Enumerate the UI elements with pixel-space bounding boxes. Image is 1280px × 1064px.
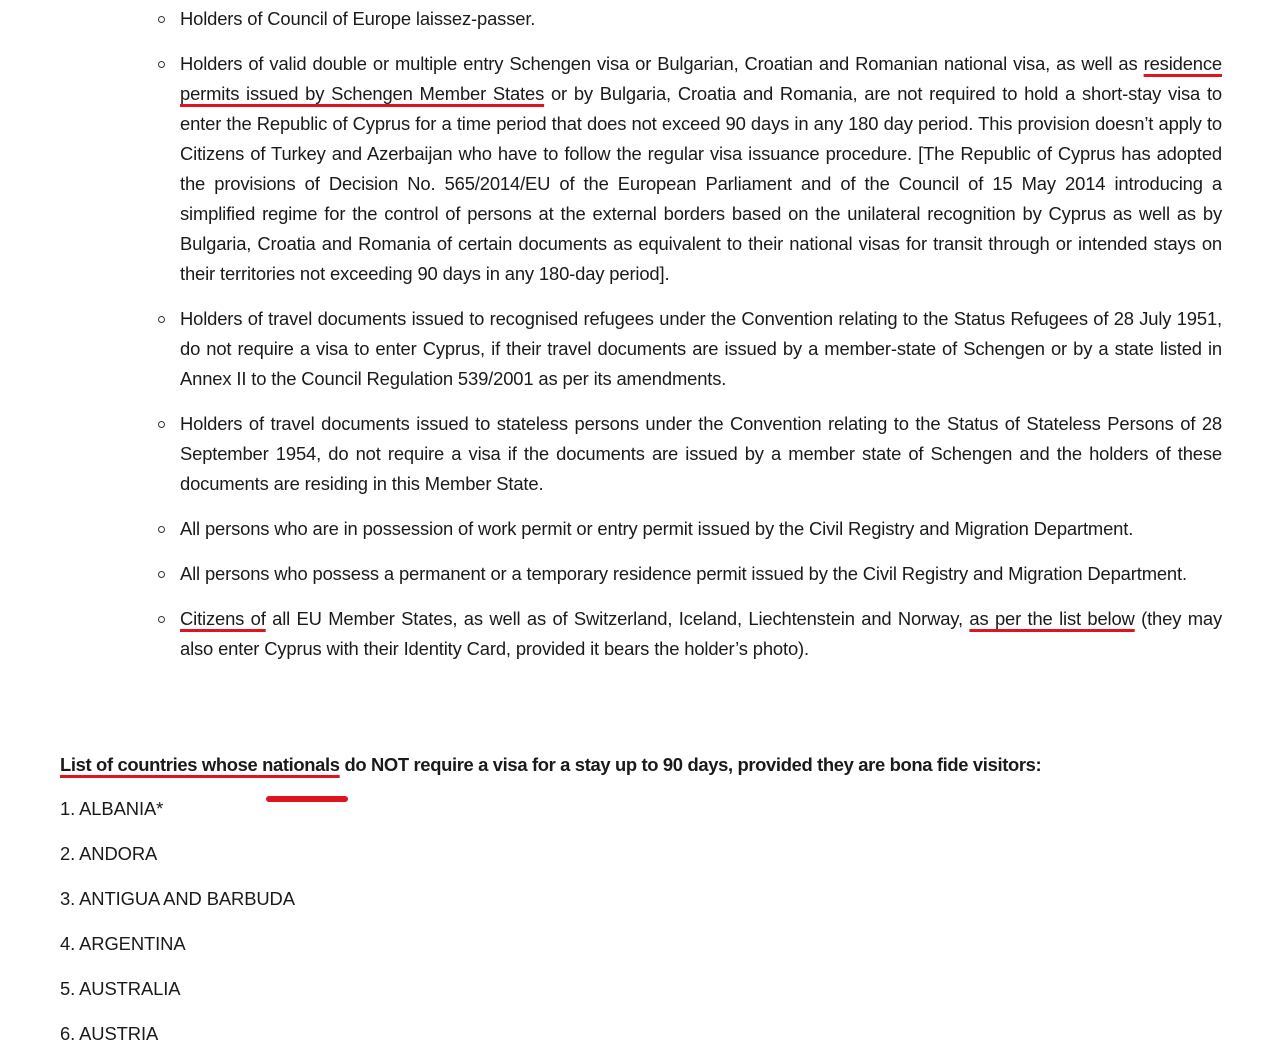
- underlined-phrase: residence permits issued by Schengen Member States: [180, 53, 1222, 104]
- bullet-text: all EU Member States, as well as of Switzerland, Iceland, Liechtenstein and Norway,: [265, 608, 970, 629]
- bullet-list: [180, 4, 1222, 679]
- bullet-text: All persons who are in possession of work permit or entry permit issued by the Civil Registry and Migration Department.: [180, 518, 1134, 539]
- bullet-item: [180, 49, 1222, 289]
- bullet-item: [180, 4, 1222, 34]
- country-item: 1. ALBANIA*: [60, 798, 164, 819]
- bullet-text: Holders of travel documents issued to stateless persons under the Convention relating to the Status of Stateless Persons of 28 September 1954, do not require a visa if the documents are issued by a member state of Schengen and the holders of these documents are residing in this Member State.: [180, 413, 1222, 494]
- country-item: 4. ARGENTINA: [60, 933, 186, 954]
- bullet-item: [180, 559, 1222, 589]
- bullet-text: Holders of Council of Europe laissez-passer.: [180, 8, 536, 29]
- visa-free-list-heading: [60, 750, 1240, 780]
- bullet-item: [180, 604, 1222, 664]
- country-item: 5. AUSTRALIA: [60, 978, 181, 999]
- bullet-item: [180, 409, 1222, 499]
- country-item: 2. ANDORA: [60, 843, 158, 864]
- underlined-phrase: List of countries whose nationals: [60, 754, 340, 775]
- bullet-item: [180, 514, 1222, 544]
- bullet-text: All persons who possess a permanent or a temporary residence permit issued by the Civil Registry and Migration Department.: [180, 563, 1187, 584]
- underlined-phrase: as per the list below: [969, 608, 1135, 629]
- bullet-text: (they may also enter Cyprus with their Identity Card, provided it bears the holder’s photo).: [180, 608, 1222, 659]
- country-item: 3. ANTIGUA AND BARBUDA: [60, 888, 295, 909]
- country-item: 6. AUSTRIA: [60, 1023, 159, 1044]
- underlined-phrase: Citizens of: [180, 608, 266, 629]
- country-list: [60, 794, 295, 1064]
- bullet-item: [180, 304, 1222, 394]
- bullet-text: or by Bulgaria, Croatia and Romania, are not required to hold a short-stay visa to enter the Republic of Cyprus for a time period that does not exceed 90 days in any 180 day period. This provision doesn’t apply to Citizens of Turkey and Azerbaijan who have to follow the regular visa issuance procedure. [The Republic of Cyprus has adopted the provisions of Decision No. 565/2014/EU of the European Parliament and of the Council of 15 May 2014 introducing a simplified regime for the control of persons at the external borders based on the unilateral recognition by Cyprus as well as by Bulgaria, Croatia and Romania of certain documents as equivalent to their national visas for transit through or intended stays on their territories not exceeding 90 days in any 180-day period].: [180, 83, 1222, 284]
- bullet-text: Holders of travel documents issued to recognised refugees under the Convention relating to the Status Refugees of 28 July 1951, do not require a visa to enter Cyprus, if their travel documents are issued by a member-state of Schengen or by a state listed in Annex II to the Council Regulation 539/2001 as per its amendments.: [180, 308, 1222, 389]
- bullet-text: Holders of valid double or multiple entry Schengen visa or Bulgarian, Croatian and Romanian national visa, as well as: [180, 53, 1144, 74]
- heading-text: do NOT require a visa for a stay up to 90 days, provided they are bona fide visitors:: [339, 754, 1042, 775]
